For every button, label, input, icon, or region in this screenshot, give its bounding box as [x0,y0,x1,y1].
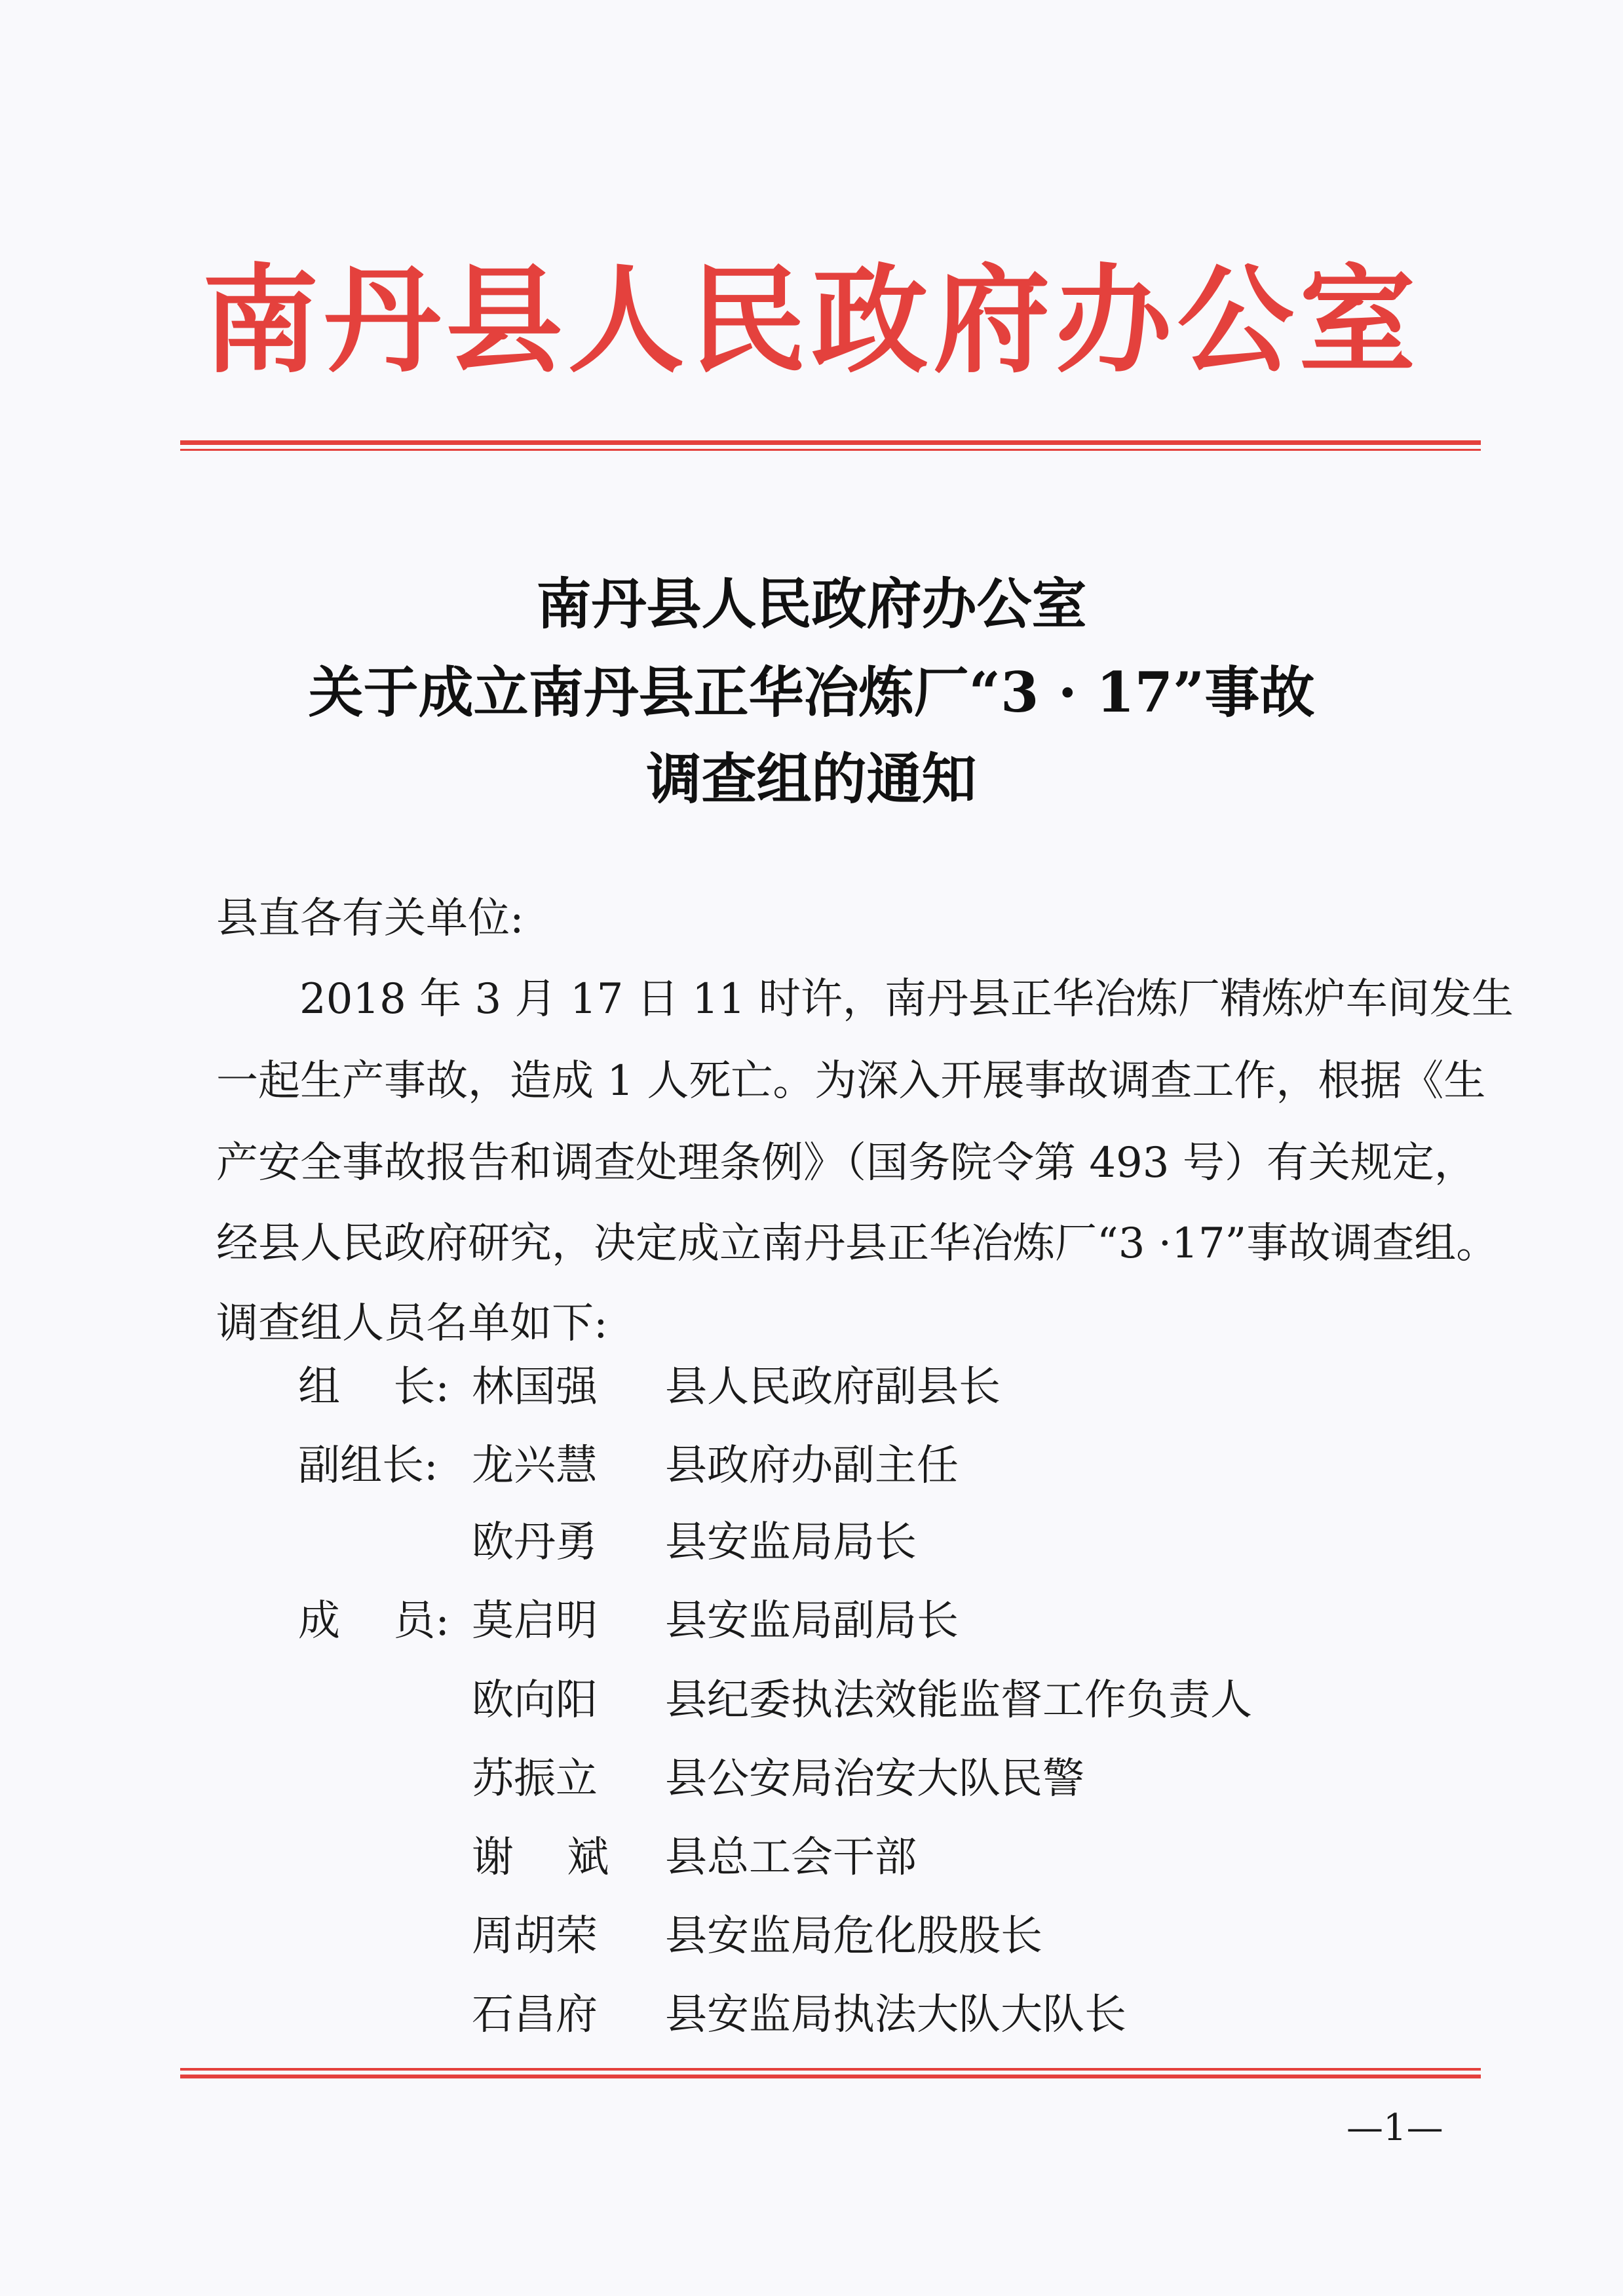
roster-member-title: 县安监局执法大队大队长 [665,1991,1126,2039]
paragraph-line: 2018 年 3 月 17 日 11 时许，南丹县正华冶炼厂精炼炉车间发生 [299,975,1514,1024]
roster-row [0,1912,1623,1968]
paragraph-line: 调查组人员名单如下: [216,1299,608,1348]
roster-member-title: 县安监局副局长 [665,1597,959,1645]
paragraph-line: 经县人民政府研究，决定成立南丹县正华冶炼厂“3 ·17”事故调查组。 [216,1219,1499,1268]
roster-member-title: 县公安局治安大队民警 [665,1755,1084,1803]
roster-row [0,1442,1623,1497]
roster-row [0,1755,1623,1810]
roster-row [0,1597,1623,1653]
paragraph-line: 一起生产事故，造成 1 人死亡。为深入开展事故调查工作，根据《生 [216,1057,1486,1105]
roster-row [0,1518,1623,1574]
roster-member-name: 欧向阳 [472,1676,598,1725]
roster-member-name: 谢 斌 [472,1833,609,1882]
paragraph-line: 产安全事故报告和调查处理条例》（国务院令第 493 号）有关规定， [216,1139,1476,1187]
roster-member-name: 苏振立 [472,1755,598,1803]
roster-member-title: 县安监局局长 [665,1518,917,1567]
roster-role: 组 长: [298,1363,449,1411]
roster-member-name: 石昌府 [472,1991,598,2039]
roster-role: 副组长: [298,1442,438,1490]
roster-member-title: 县人民政府副县长 [665,1363,1001,1411]
footer-divider-thick-line [180,2075,1481,2078]
roster-member-title: 县安监局危化股股长 [665,1912,1042,1961]
roster-member-title: 县总工会干部 [665,1833,917,1882]
document-title-line-3: 调查组的通知 [646,746,977,811]
roster-member-title: 县纪委执法效能监督工作负责人 [665,1676,1252,1725]
document-title-line-2: 关于成立南丹县正华冶炼厂“3 · 17”事故 [308,660,1315,725]
roster-row [0,1363,1623,1419]
roster-row [0,1676,1623,1732]
divider-thin-line [180,449,1481,451]
footer-divider-thin-line [180,2068,1481,2071]
divider-thick-line [180,440,1481,445]
roster-member-name: 林国强 [472,1363,598,1411]
roster-member-name: 龙兴慧 [472,1442,598,1490]
salutation: 县直各有关单位: [216,894,524,943]
roster-member-name: 周胡荣 [472,1912,598,1961]
roster-role: 成 员: [298,1597,449,1645]
roster-member-name: 欧丹勇 [472,1518,598,1567]
document-title-line-1: 南丹县人民政府办公室 [536,571,1087,636]
footer-divider [180,2068,1481,2078]
roster-row [0,1833,1623,1889]
roster-row [0,1991,1623,2046]
letterhead-title: 南丹县人民政府办公室 [202,252,1421,389]
roster-member-name: 莫启明 [472,1597,598,1645]
roster-member-title: 县政府办副主任 [665,1442,959,1490]
page-number: —1— [1346,2107,1443,2149]
